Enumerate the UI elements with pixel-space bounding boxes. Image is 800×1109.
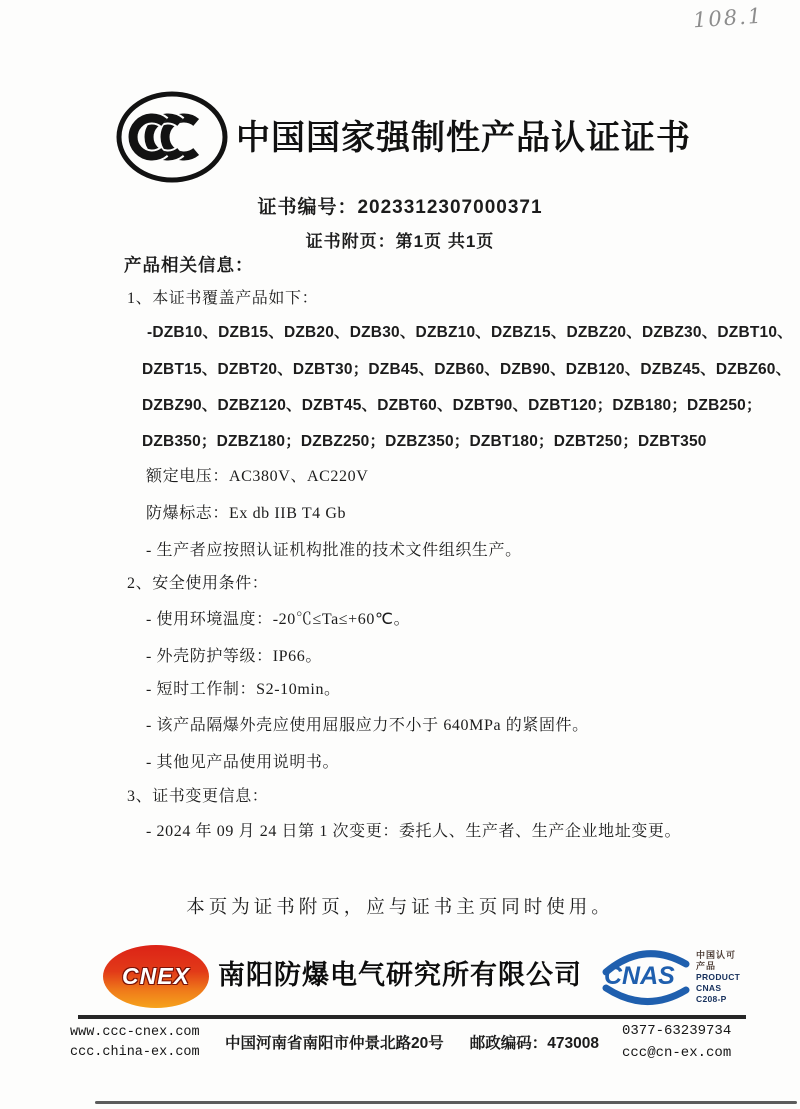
cnas-side-text	[696, 950, 748, 1005]
body-line: - 外壳防护等级：IP66。	[146, 648, 322, 665]
appendix-usage-notice: 本页为证书附页，应与证书主页同时使用。	[186, 898, 614, 918]
cnas-accreditation-logo	[598, 942, 748, 1012]
body-line: DZBZ90、DZBZ120、DZBT45、DZBT60、DZBT90、DZBT120；DZB180；DZB250；	[142, 397, 762, 414]
email-address: ccc@cn-ex.com	[622, 1045, 732, 1061]
cnas-zh-line: 产品	[696, 961, 717, 971]
body-line: 3、证书变更信息：	[127, 788, 269, 805]
cnex-logo-icon	[103, 945, 209, 1008]
cnex-logo-label: CNEX	[122, 963, 190, 989]
body-line: DZBT15、DZBT20、DZBT30；DZB45、DZB60、DZB90、DZB120、DZBZ45、DZBZ60、	[142, 361, 792, 378]
cnas-zh-line: 中国认可	[696, 950, 737, 960]
body-line: 1、本证书覆盖产品如下：	[127, 290, 319, 307]
product-info-heading: 产品相关信息：	[124, 255, 254, 275]
appendix-page-line: 证书附页：第1页 共1页	[305, 232, 495, 251]
issuing-company-name: 南阳防爆电气研究所有限公司	[218, 960, 582, 990]
body-line: - 生产者应按照认证机构批准的技术文件组织生产。	[146, 542, 522, 559]
body-line: - 其他见产品使用说明书。	[146, 754, 340, 771]
body-line: 额定电压：AC380V、AC220V	[146, 468, 369, 485]
postal-code: 邮政编码：473008	[469, 1035, 599, 1052]
postal-address: 中国河南省南阳市仲景北路20号	[225, 1035, 444, 1052]
certificate-number-line: 证书编号：2023312307000371	[257, 197, 543, 218]
cnas-en-line: CNAS C208-P	[696, 983, 727, 1004]
body-line: DZB350；DZBZ180；DZBZ250；DZBZ350；DZBT180；DZBT250；DZBT350	[142, 433, 707, 450]
body-line: -DZB10、DZB15、DZB20、DZB30、DZBZ10、DZBZ15、DZBZ20、DZBZ30、DZBT10、	[147, 324, 793, 341]
website-url: ccc.china-ex.com	[70, 1045, 200, 1060]
website-url: www.ccc-cnex.com	[70, 1025, 200, 1040]
footer-phone-email	[622, 1020, 731, 1064]
footer-websites	[70, 1023, 200, 1063]
handwritten-page-number: 108.1	[692, 3, 764, 33]
body-line: - 短时工作制：S2-10min。	[146, 681, 341, 698]
footer-divider-line	[78, 1015, 746, 1019]
phone-number: 0377-63239734	[622, 1023, 732, 1039]
body-line: - 2024 年 09 月 24 日第 1 次变更：委托人、生产者、生产企业地址变更。	[146, 823, 682, 840]
cnas-en-line: PRODUCT	[696, 972, 741, 982]
ccc-certification-mark-icon	[112, 86, 232, 188]
cnas-logo-label: CNAS	[604, 962, 675, 990]
body-line: - 该产品隔爆外壳应使用屈服应力不小于 640MPa 的紧固件。	[146, 717, 589, 734]
body-line: 2、安全使用条件：	[127, 575, 269, 592]
body-line: 防爆标志：Ex db IIB T4 Gb	[146, 505, 347, 522]
footer-address-block	[225, 1031, 625, 1053]
scan-page-edge	[95, 1101, 797, 1104]
certificate-title: 中国国家强制性产品认证证书	[236, 119, 691, 157]
body-line: - 使用环境温度：-20℃≤Ta≤+60℃。	[146, 611, 411, 628]
